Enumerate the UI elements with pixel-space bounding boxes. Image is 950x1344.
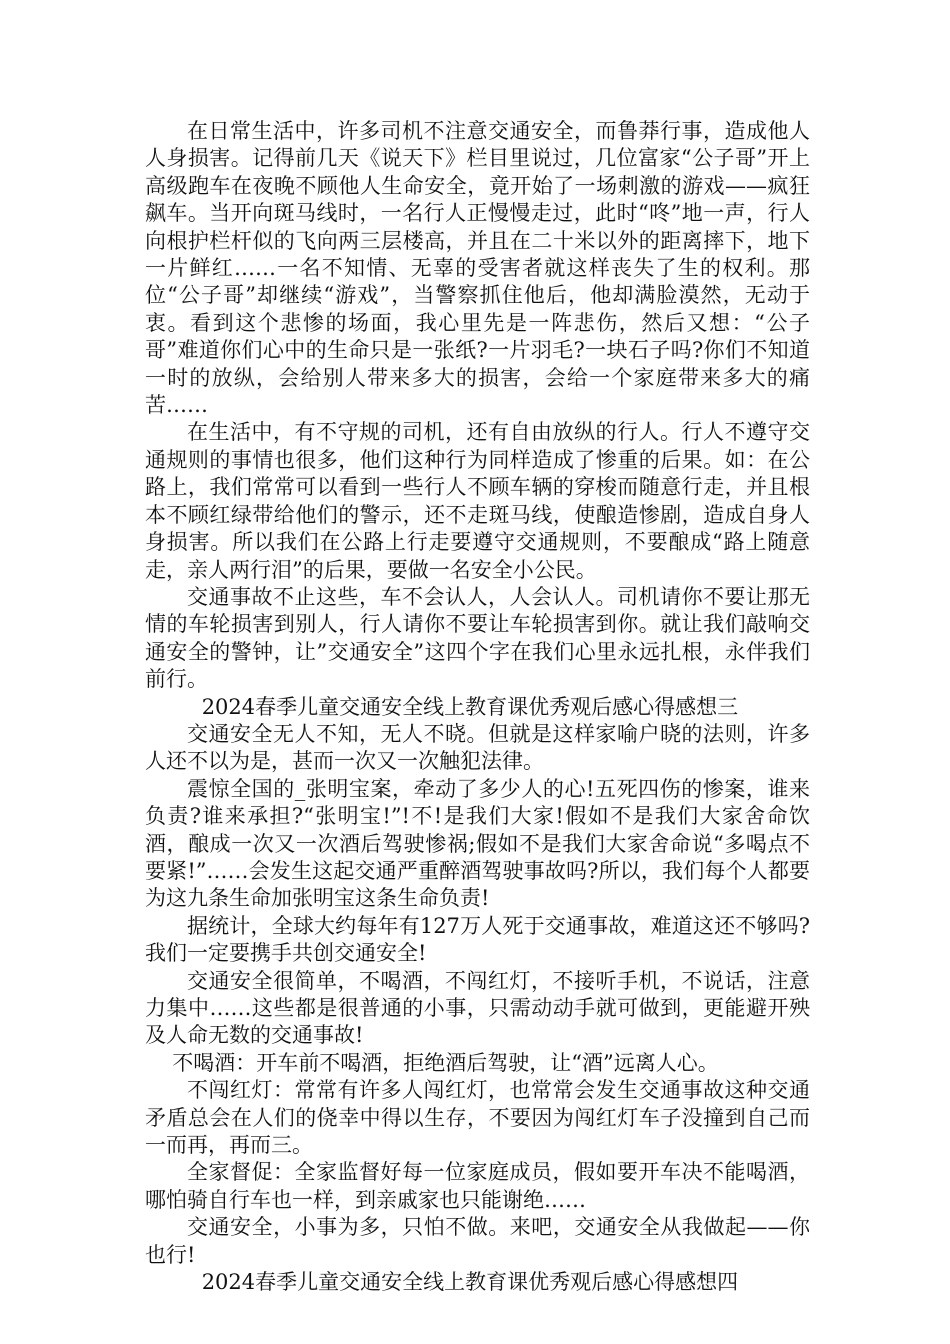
paragraph-safety-is-simple: 交通安全很简单，不喝酒，不闯红灯，不接听手机，不说话，注意力集中……这些都是很普通的小事，只需动动手就可做到，更能避开殃及人命无数的交通事故! [145, 968, 810, 1048]
paragraph-no-red-light: 不闯红灯：常常有许多人闯红灯，也常常会发生交通事故这种交通矛盾总会在人们的侥幸中得以生存，不要因为闯红灯车子没撞到自己而一而再，再而三。 [145, 1078, 810, 1158]
paragraph-safety-alarm: 交通事故不止这些，车不会认人，人会认人。司机请你不要让那无情的车轮损害到别人，行人请你不要让车轮损害到你。就让我们敲响交通安全的警钟，让”交通安全”这四个字在我们心里永远扎根，永伴我们前行。 [145, 584, 810, 692]
document-body [145, 118, 810, 1296]
section-heading-three: 2024春季儿童交通安全线上教育课优秀观后感心得感想三 [201, 694, 739, 719]
paragraph-reckless-drivers: 在日常生活中，许多司机不注意交通安全，而鲁莽行事，造成他人人身损害。记得前几天《说天下》栏目里说过，几位富家“公子哥”开上高级跑车在夜晚不顾他人生命安全，竟开始了一场刺激的游戏——疯狂飙车。当开向斑马线时，一名行人正慢慢走过，此时“咚”地一声，行人向根护栏杆似的飞向两三层楼高，并且在二十米以外的距离摔下，地下一片鲜红……一名不知情、无辜的受害者就这样丧失了生的权利。那位“公子哥”却继续“游戏”，当警察抓住他后，他却满脸漠然，无动于衷。看到这个悲惨的场面，我心里先是一阵悲伤，然后又想：“公子哥”难道你们心中的生命只是一张纸?一片羽毛?一块石子吗?你们不知道一时的放纵，会给别人带来多大的损害，会给一个家庭带来多大的痛苦…… [145, 119, 810, 418]
paragraph-family-supervision: 全家督促：全家监督好每一位家庭成员，假如要开车决不能喝酒，哪怕骑自行车也一样，到亲戚家也只能谢绝…… [145, 1160, 810, 1212]
paragraph-start-with-me: 交通安全，小事为多，只怕不做。来吧，交通安全从我做起——你也行! [145, 1215, 810, 1267]
paragraph-careless-pedestrians: 在生活中，有不守规的司机，还有自由放纵的行人。行人不遵守交通规则的事情也很多，他们这种行为同样造成了惨重的后果。如：在公路上，我们常常可以看到一些行人不顾车辆的穿梭而随意行走，并且根本不顾红绿带给他们的警示，还不走斑马线，使酿造惨剧，造成自身人身损害。所以我们在公路上行走要遵守交通规则，不要酿成“路上随意走，亲人两行泪”的后果，要做一名安全小公民。 [145, 420, 810, 582]
section-heading-four: 2024春季儿童交通安全线上教育课优秀观后感心得感想四 [201, 1270, 739, 1295]
paragraph-well-known-rule: 交通安全无人不知，无人不晓。但就是这样家喻户晓的法则，许多人还不以为是，甚而一次又一次触犯法律。 [145, 721, 810, 774]
paragraph-zhang-mingbao-case: 震惊全国的_张明宝案，牵动了多少人的心!五死四伤的惨案，谁来负责?谁来承担?“张明宝!”!不!是我们大家!假如不是我们大家舍命饮酒，酿成一次又一次酒后驾驶惨祸;假如不是我们大家舍命说“多喝点不要紧!”……会发生这起交通严重醉酒驾驶事故吗?所以，我们每个人都要为这九条生命加张明宝这条生命负责! [145, 776, 810, 911]
paragraph-statistics: 据统计，全球大约每年有127万人死于交通事故，难道这还不够吗?我们一定要携手共创交通安全! [145, 913, 810, 966]
paragraph-no-drinking: 不喝酒：开车前不喝酒，拒绝酒后驾驶，让“酒”远离人心。 [172, 1050, 719, 1075]
